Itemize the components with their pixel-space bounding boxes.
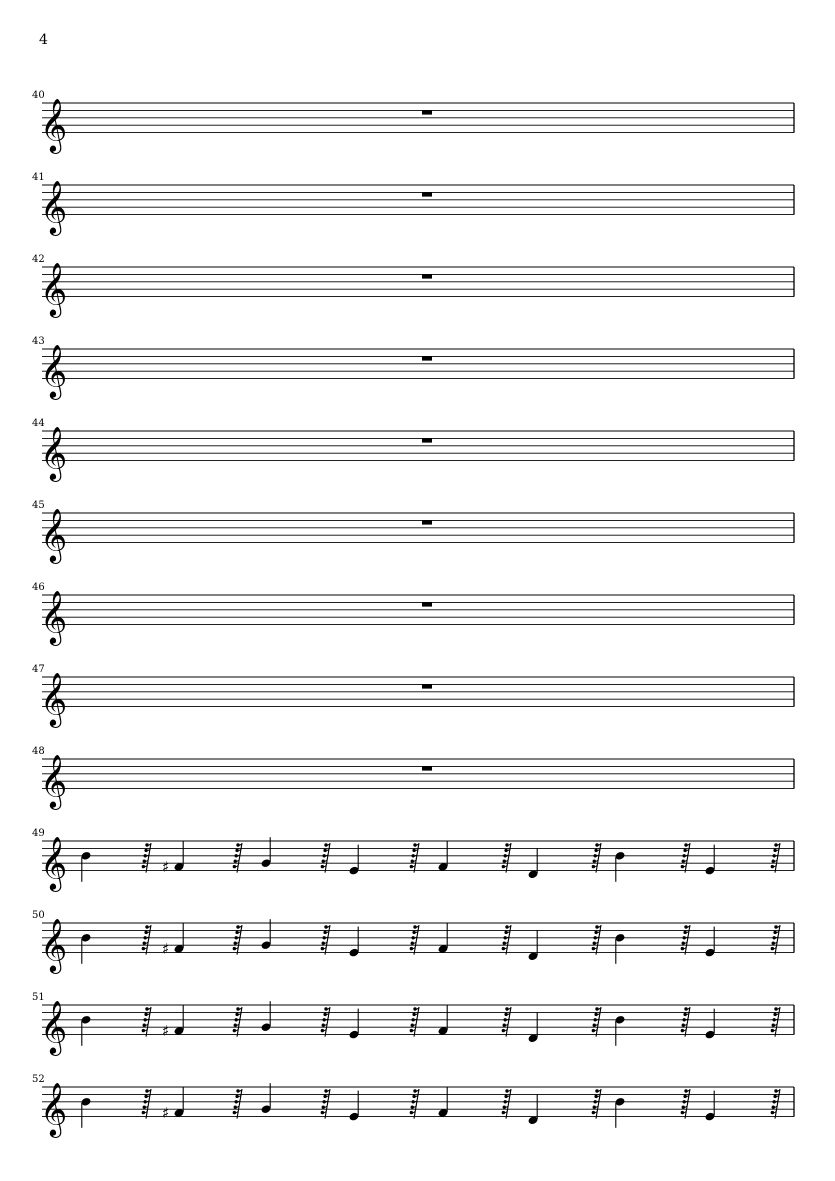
rest-stem: [414, 1089, 419, 1119]
rest-stem: [414, 925, 419, 955]
measure-number: 44: [32, 418, 45, 429]
system-50: [32, 910, 794, 974]
rest-stem: [325, 1089, 330, 1119]
rest-stem: [146, 1089, 151, 1119]
system-43: [32, 336, 794, 400]
rest-stem: [596, 1089, 601, 1119]
measure-number: 43: [32, 336, 45, 347]
system-51: [32, 992, 794, 1056]
rest-stem: [237, 1089, 242, 1119]
system-44: [32, 418, 794, 482]
rest-stem: [775, 1089, 780, 1119]
rest-stem: [685, 925, 690, 955]
rest-stem: [414, 1007, 419, 1037]
whole-rest: [422, 684, 432, 688]
rest-stem: [506, 843, 511, 873]
whole-rest: [422, 602, 432, 606]
rest-stem: [146, 1007, 151, 1037]
measure-number: 46: [32, 582, 45, 593]
rest-stem: [685, 1089, 690, 1119]
rest-stem: [237, 925, 242, 955]
rest-stem: [596, 1007, 601, 1037]
rest-stem: [237, 1007, 242, 1037]
rest-stem: [775, 925, 780, 955]
rest-stem: [237, 843, 242, 873]
measure-number: 49: [32, 828, 45, 839]
treble-clef-icon: 𝄞: [40, 917, 68, 972]
measure-number: 40: [32, 90, 45, 101]
system-47: [32, 664, 794, 728]
system-46: [32, 582, 794, 646]
sharp-icon: ♯: [162, 939, 170, 958]
rest-stem: [596, 843, 601, 873]
measure-number: 45: [32, 500, 45, 511]
rest-stem: [685, 1007, 690, 1037]
treble-clef-icon: 𝄞: [40, 425, 68, 480]
sharp-icon: ♯: [162, 857, 170, 876]
rest-stem: [325, 925, 330, 955]
system-41: [32, 172, 794, 236]
measure-number: 47: [32, 664, 45, 675]
measure-number: 48: [32, 746, 45, 757]
page-number: 4: [39, 32, 48, 48]
measure-number: 50: [32, 910, 45, 921]
treble-clef-icon: 𝄞: [40, 753, 68, 808]
system-40: [32, 90, 794, 154]
treble-clef-icon: 𝄞: [40, 97, 68, 152]
whole-rest: [422, 192, 432, 196]
whole-rest: [422, 356, 432, 360]
sharp-icon: ♯: [162, 1103, 170, 1122]
rest-stem: [414, 843, 419, 873]
system-52: [32, 1074, 794, 1138]
rest-stem: [506, 925, 511, 955]
treble-clef-icon: 𝄞: [40, 671, 68, 726]
rest-stem: [685, 843, 690, 873]
rest-stem: [596, 925, 601, 955]
rest-stem: [325, 843, 330, 873]
measure-number: 52: [32, 1074, 45, 1085]
treble-clef-icon: 𝄞: [40, 999, 68, 1054]
rest-stem: [775, 1007, 780, 1037]
whole-rest: [422, 438, 432, 442]
measure-number: 51: [32, 992, 45, 1003]
system-42: [32, 254, 794, 318]
whole-rest: [422, 766, 432, 770]
measure-number: 41: [32, 172, 45, 183]
treble-clef-icon: 𝄞: [40, 261, 68, 316]
rest-stem: [146, 925, 151, 955]
measure-number: 42: [32, 254, 45, 265]
whole-rest: [422, 274, 432, 278]
system-45: [32, 500, 794, 564]
treble-clef-icon: 𝄞: [40, 343, 68, 398]
treble-clef-icon: 𝄞: [40, 179, 68, 234]
treble-clef-icon: 𝄞: [40, 507, 68, 562]
rest-stem: [325, 1007, 330, 1037]
system-48: [32, 746, 794, 810]
rest-stem: [146, 843, 151, 873]
rest-stem: [506, 1089, 511, 1119]
rest-stem: [775, 843, 780, 873]
treble-clef-icon: 𝄞: [40, 589, 68, 644]
whole-rest: [422, 520, 432, 524]
whole-rest: [422, 110, 432, 114]
sharp-icon: ♯: [162, 1021, 170, 1040]
treble-clef-icon: 𝄞: [40, 1081, 68, 1136]
treble-clef-icon: 𝄞: [40, 835, 68, 890]
system-49: [32, 828, 794, 892]
rest-stem: [506, 1007, 511, 1037]
